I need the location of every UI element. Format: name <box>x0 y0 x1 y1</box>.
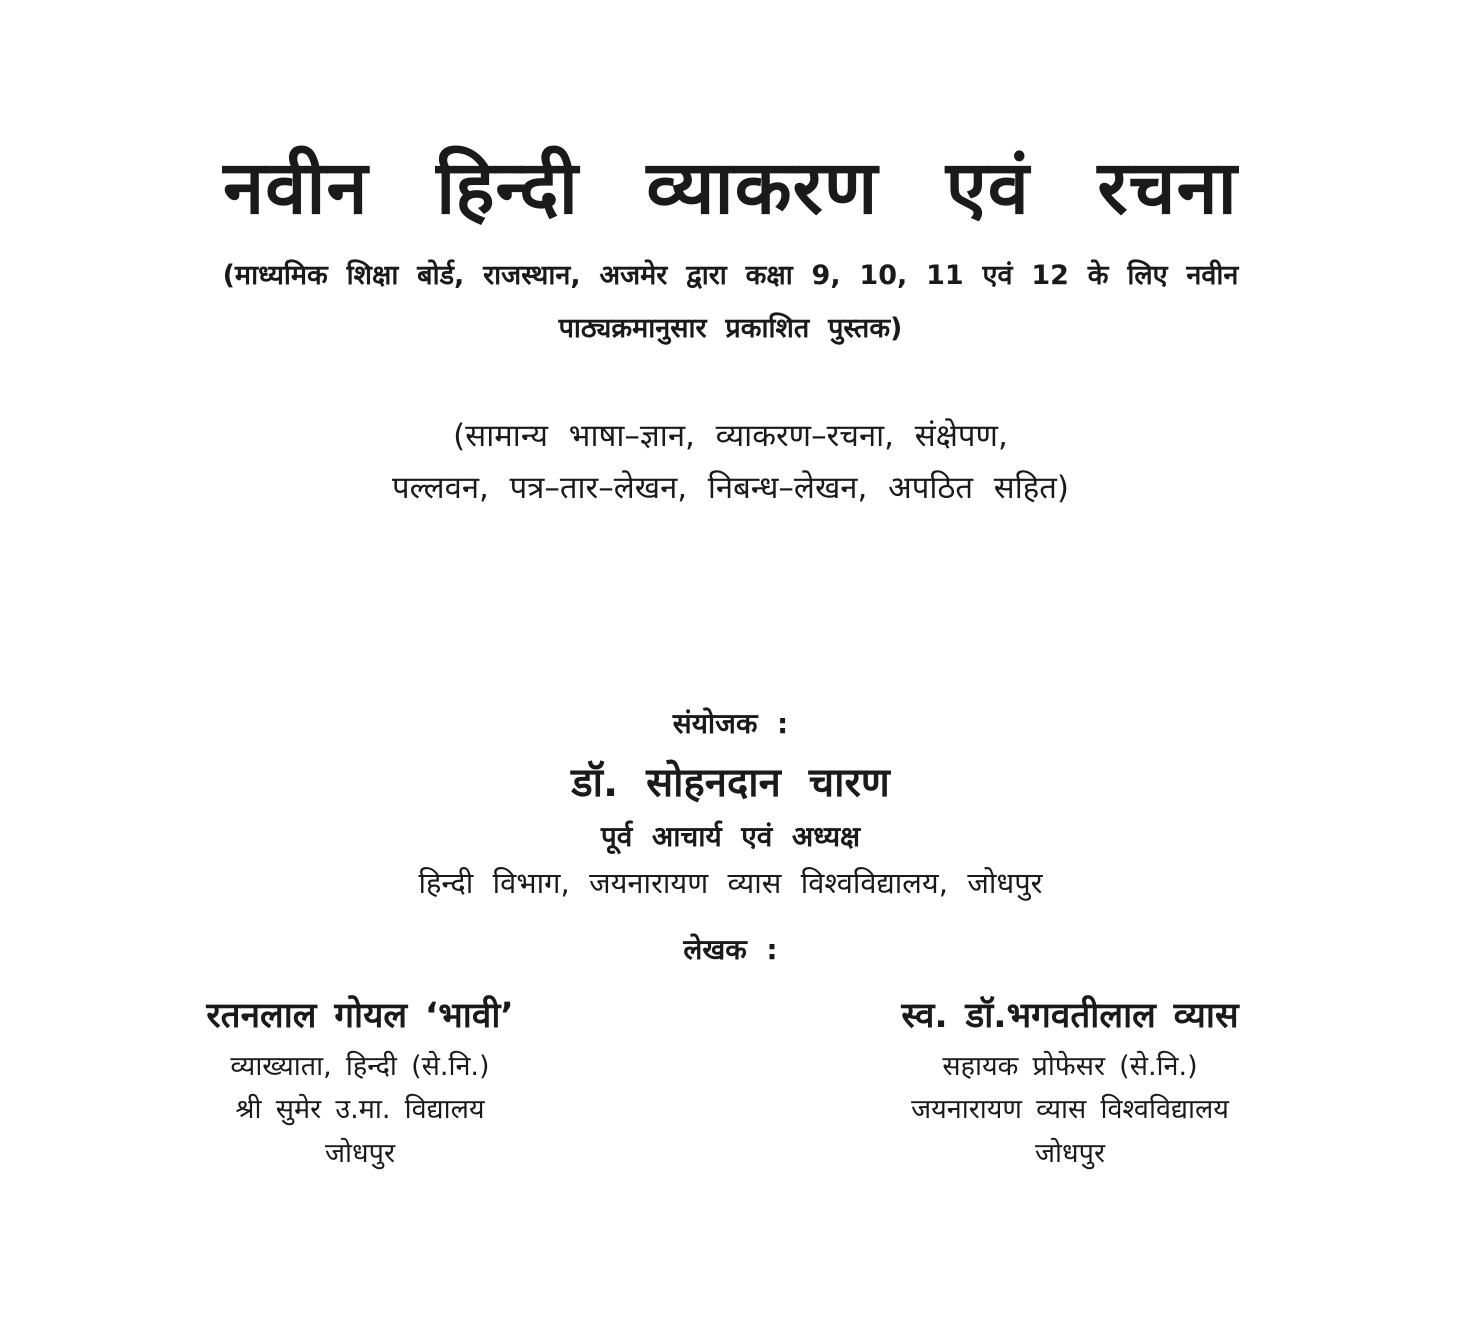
author-name: स्व. डॉ.भगवतीलाल व्यास <box>901 996 1239 1036</box>
coordinator-name: डॉ. सोहनदान चारण <box>571 760 890 806</box>
subtitle-line-2: पाठ्यक्रमानुसार प्रकाशित पुस्तक) <box>558 313 903 344</box>
coordinator-label: संयोजक : <box>672 707 789 740</box>
subtitle-line-1: (माध्यमिक शिक्षा बोर्ड, राजस्थान, अजमेर द्वारा कक्षा 9, 10, 11 एवं 12 के लिए नवीन <box>222 260 1239 291</box>
authors-label: लेखक : <box>683 933 778 966</box>
author-institution: श्री सुमेर उ.मा. विद्यालय <box>235 1094 485 1125</box>
coordinator-designation: पूर्व आचार्य एवं अध्यक्ष <box>600 820 861 853</box>
author-name: रतनलाल गोयल ‘भावी’ <box>206 996 514 1036</box>
author-designation: व्याख्याता, हिन्दी (से.नि.) <box>230 1051 490 1082</box>
topics-line-2: पल्लवन, पत्र–तार–लेखन, निबन्ध–लेखन, अपठित सहित) <box>392 470 1069 506</box>
book-title: नवीन हिन्दी व्याकरण एवं रचना <box>223 145 1238 231</box>
author-institution: जयनारायण व्यास विश्वविद्यालय <box>911 1094 1229 1125</box>
author-designation: सहायक प्रोफेसर (से.नि.) <box>942 1051 1198 1082</box>
topics-line-1: (सामान्य भाषा–ज्ञान, व्याकरण–रचना, संक्षेपण, <box>453 418 1008 454</box>
author-city: जोधपुर <box>324 1138 395 1169</box>
coordinator-department: हिन्दी विभाग, जयनारायण व्यास विश्वविद्यालय, जोधपुर <box>418 866 1043 900</box>
author-city: जोधपुर <box>1034 1138 1105 1169</box>
